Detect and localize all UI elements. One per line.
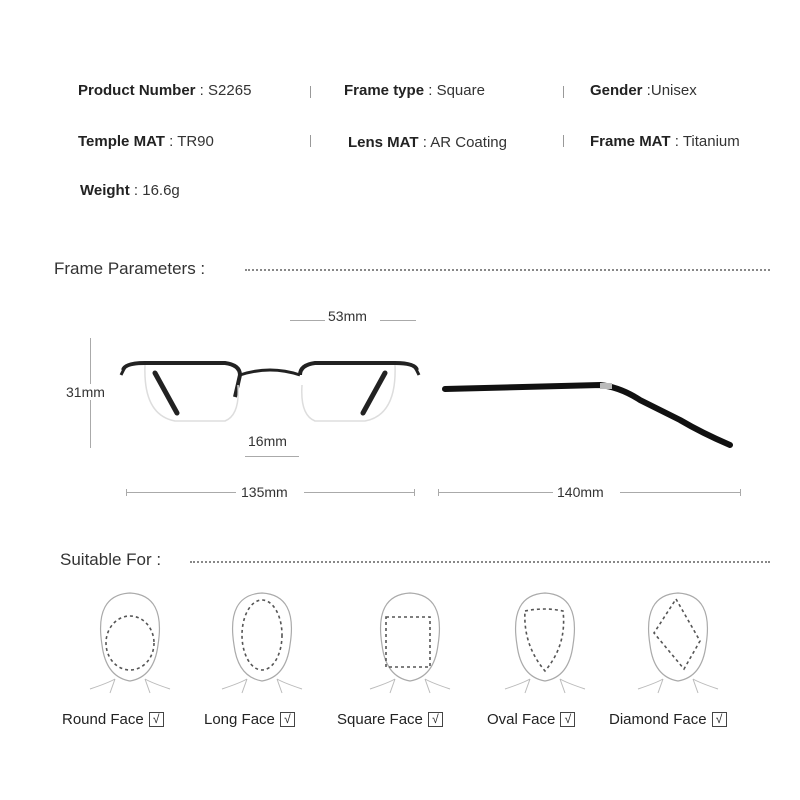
checkbox-checked-icon: √ xyxy=(428,712,443,727)
face-label-round xyxy=(62,711,164,728)
checkbox-checked-icon: √ xyxy=(560,712,575,727)
face-oval-icon xyxy=(495,585,595,695)
dimension-line xyxy=(290,320,325,321)
dimension-tick xyxy=(414,489,415,496)
dotted-divider xyxy=(190,561,770,563)
frame-parameters-title: Frame Parameters : xyxy=(54,259,206,278)
frame-width-label: 135mm xyxy=(241,484,288,500)
dimension-line xyxy=(438,492,553,493)
checkbox-checked-icon: √ xyxy=(280,712,295,727)
spec-lens-mat: Lens MAT : AR Coating xyxy=(348,134,507,151)
temple-length-label: 140mm xyxy=(557,484,604,500)
dimension-line xyxy=(245,456,299,457)
suitable-for-title: Suitable For : xyxy=(60,550,162,569)
spec-frame-mat: Frame MAT : Titanium xyxy=(590,133,740,150)
face-label-text: Oval Face xyxy=(487,711,556,728)
dotted-divider xyxy=(245,269,770,271)
face-label-long xyxy=(204,711,295,728)
face-long-icon xyxy=(212,585,312,695)
dimension-line xyxy=(620,492,740,493)
dimension-line xyxy=(304,492,414,493)
divider xyxy=(563,86,564,98)
divider xyxy=(310,86,311,98)
spec-gender: Gender :Unisex xyxy=(590,82,697,99)
face-label-square xyxy=(337,711,443,728)
face-label-diamond xyxy=(609,711,727,728)
lens-height-label: 31mm xyxy=(66,384,105,400)
spec-weight: Weight : 16.6g xyxy=(80,182,180,199)
bridge-label: 16mm xyxy=(248,433,287,449)
glasses-side-image xyxy=(440,375,740,455)
checkbox-checked-icon: √ xyxy=(149,712,164,727)
dimension-line xyxy=(126,492,236,493)
glasses-front-image xyxy=(115,355,425,435)
face-label-text: Long Face xyxy=(204,711,275,728)
face-label-text: Round Face xyxy=(62,711,144,728)
dimension-tick xyxy=(740,489,741,496)
face-label-text: Diamond Face xyxy=(609,711,707,728)
spec-frame-type: Frame type : Square xyxy=(344,82,485,99)
face-square-icon xyxy=(360,585,460,695)
face-label-text: Square Face xyxy=(337,711,423,728)
spec-temple-mat: Temple MAT : TR90 xyxy=(78,133,214,150)
divider xyxy=(563,135,564,147)
spec-product-number: Product Number : S2265 xyxy=(78,82,252,99)
dimension-line xyxy=(380,320,416,321)
lens-width-label: 53mm xyxy=(328,308,367,324)
face-label-oval xyxy=(487,711,575,728)
face-round-icon xyxy=(80,585,180,695)
divider xyxy=(310,135,311,147)
checkbox-checked-icon: √ xyxy=(712,712,727,727)
face-diamond-icon xyxy=(628,585,728,695)
